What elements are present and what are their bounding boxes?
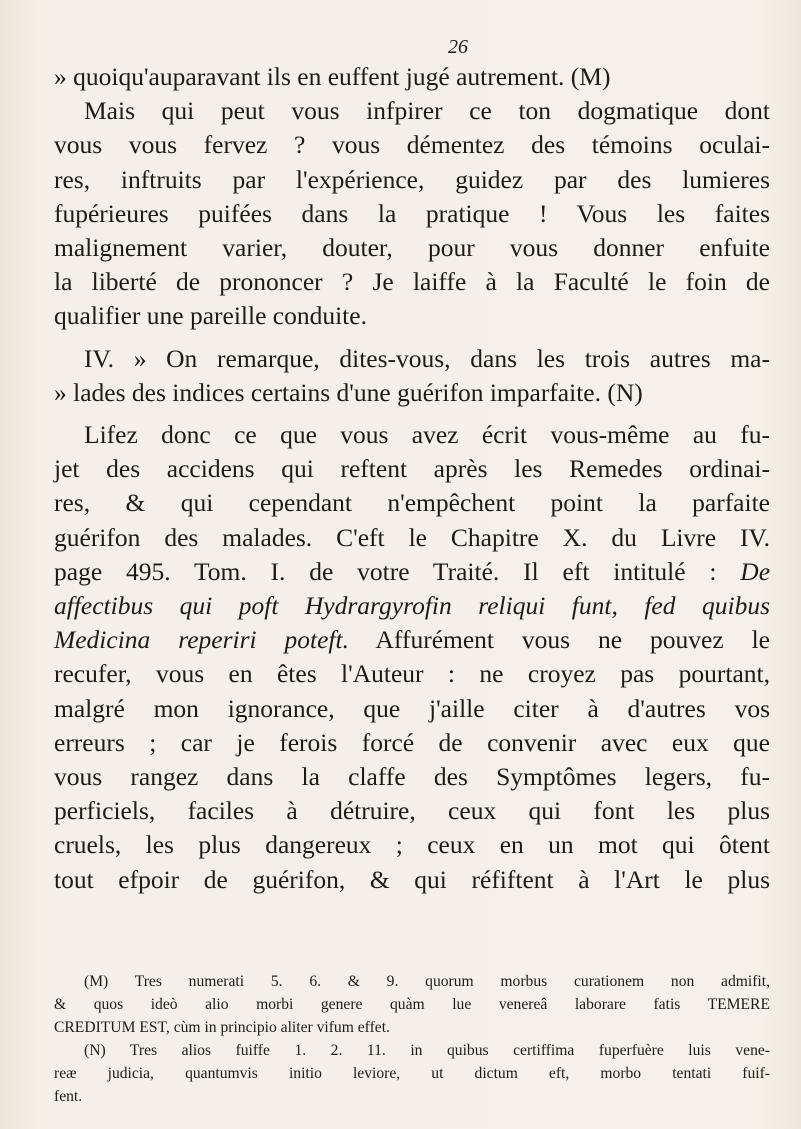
footnote-line: (N) Tres alios fuiffe 1. 2. 11. in quibus certiffima fuperfuère luis vene- [84,1042,770,1059]
text-line: guérifon des malades. C'eft le Chapitre X. du Livre IV. [54,522,770,552]
text-line: vous rangez dans la claffe des Symptômes legers, fu- [54,762,770,792]
text-line: perficiels, faciles à détruire, ceux qui font les plus [54,796,770,826]
text-line: cruels, les plus dangereux ; ceux en un mot qui ôtent [54,830,770,860]
text-line: » lades des indices certains d'une guérifon imparfaite. (N) [54,377,643,407]
footnotes [54,970,770,1108]
page-number: 26 [448,36,468,58]
footnote-line: reæ judicia, quantumvis initio leviore, ut dictum eft, morbo tentati fuif- [54,1065,770,1082]
text-line: jet des accidens qui reftent après les Remedes ordinai- [54,454,770,484]
text-line: tout efpoir de guérifon, & qui réfiftent à l'Art le plus [54,864,770,894]
text-line-italic [54,589,770,623]
text-line: IV. » On remarque, dites-vous, dans les trois autres ma- [84,343,770,373]
italic-title-start: De [740,556,771,586]
text-line: Mais qui peut vous infpirer ce ton dogmatique dont [84,96,770,126]
text-line [54,555,770,589]
text-line: erreurs ; car je ferois forcé de convenir avec eux que [54,727,770,757]
text-line: fupérieures puifées dans la pratique ! Vous les faites [54,198,770,228]
footnote-line: CREDITUM EST, cùm in principio aliter vifum effet. [54,1019,390,1036]
text-line: » quoiqu'auparavant ils en euffent jugé autrement. (M) [54,62,611,91]
text-line: Lifez donc ce que vous avez écrit vous-même au fu- [84,420,770,450]
text-line: recufer, vous en êtes l'Auteur : ne croyez pas pourtant, [54,659,770,689]
text-line-main: page 495. Tom. I. de votre Traité. Il eft intitulé : [54,556,717,586]
text-line: malignement varier, douter, pour vous donner enfuite [54,233,770,263]
text-line-rest: Affurément vous ne pouvez le [375,625,770,655]
italic-title-end: Medicina reperiri poteft. [54,625,349,655]
body-text [54,60,770,897]
footnote-line: & quos ideò alio morbi genere quàm lue venereâ laborare fatis TEMERE [54,996,770,1013]
text-line: res, & qui cependant n'empêchent point la parfaite [54,488,770,518]
text-line: vous vous fervez ? vous démentez des témoins oculai- [54,130,770,160]
italic-title: affectibus qui poft Hydrargyrofin reliqui funt, fed quibus [54,591,770,621]
text-line [54,623,770,657]
text-line: res, inftruits par l'expérience, guidez par des lumieres [54,164,770,194]
footnote-line: (M) Tres numerati 5. 6. & 9. quorum morbus curationem non admifit, [84,973,770,990]
footnote-line: fent. [54,1088,83,1105]
text-line: malgré mon ignorance, que j'aille citer à d'autres vos [54,693,770,723]
text-line: qualifier une pareille conduite. [54,301,367,331]
text-line: la liberté de prononcer ? Je laiffe à la Faculté le foin de [54,267,770,297]
